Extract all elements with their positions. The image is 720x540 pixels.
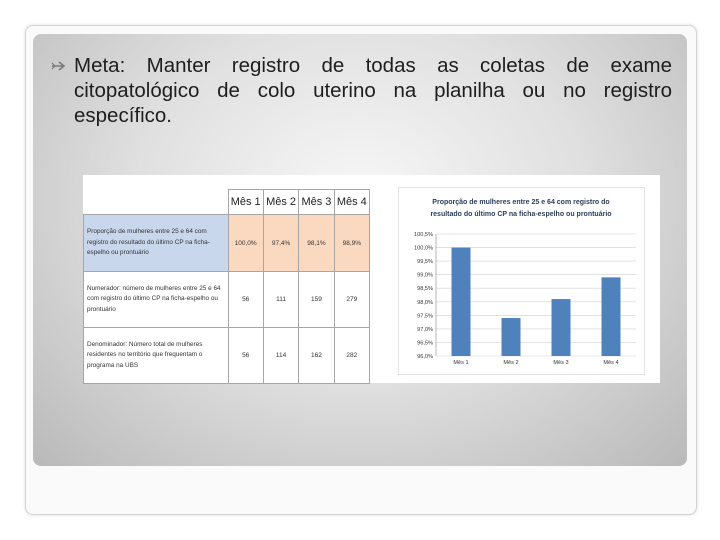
table-cell: 159 (299, 272, 334, 328)
y-tick-label: 100,5% (414, 232, 433, 238)
y-tick-label: 98,0% (417, 299, 433, 306)
x-tick-label: Mês 3 (553, 360, 569, 366)
x-tick-label: Mês 4 (603, 360, 619, 366)
table-row (84, 328, 370, 384)
data-table (83, 189, 370, 384)
table-row-label: Numerador: número de mulheres entre 25 e 64 com registro do último CP na ficha-espelho ou prontuário (84, 272, 229, 328)
table-cell: 56 (228, 272, 263, 328)
table-row-label: Proporção de mulheres entre 25 e 64 com registro do resultado do último CP na ficha-espelho ou prontuário (84, 215, 229, 272)
y-tick-label: 100,0% (414, 245, 433, 252)
bullet-text-wrap (74, 53, 672, 128)
table-header-cell: Mês 4 (334, 190, 369, 215)
table-cell: 114 (263, 328, 298, 384)
table-header-row (84, 190, 370, 215)
bullet-text: Manter registro de todas as coletas de exame citopatológico de colo uterino na planilha ou no registro específico. (74, 54, 672, 127)
table-cell: 97,4% (263, 215, 298, 272)
table-cell: 56 (228, 328, 263, 384)
y-tick-label: 96,5% (417, 340, 433, 347)
y-tick-label: 99,0% (417, 272, 433, 279)
x-tick-label: Mês 1 (453, 360, 469, 366)
table-row (84, 215, 370, 272)
chart-title-line-2: resultado do último CP na ficha-espelho ou prontuário (430, 211, 612, 218)
chart-bar (452, 248, 471, 356)
table-cell: 162 (299, 328, 334, 384)
chart-bar (502, 318, 521, 356)
x-tick-label: Mês 2 (503, 360, 519, 366)
y-tick-label: 99,5% (417, 259, 433, 266)
table-row-label: Denominador: Número total de mulheres residentes no território que frequentam o programa na UBS (84, 328, 229, 384)
y-tick-label: 96,0% (417, 354, 433, 360)
y-tick-label: 97,0% (417, 326, 433, 333)
chart-bar (552, 299, 571, 356)
bullet-label: Meta: (74, 54, 126, 77)
bar-chart (398, 187, 645, 375)
table-cell: 279 (334, 272, 369, 328)
table-header-cell: Mês 3 (299, 190, 334, 215)
table-header-empty (84, 190, 229, 215)
y-tick-label: 97,5% (417, 313, 433, 320)
chart-title-line-1: Proporção de mulheres entre 25 e 64 com registro do (432, 199, 610, 206)
table-row (84, 272, 370, 328)
table-cell: 98,1% (299, 215, 334, 272)
table-header-cell: Mês 1 (228, 190, 263, 215)
bullet-paragraph (52, 53, 672, 128)
table-cell: 98,9% (334, 215, 369, 272)
embedded-figure (83, 175, 660, 383)
table-cell: 100,0% (228, 215, 263, 272)
chart-bar (602, 277, 621, 356)
y-tick-label: 98,5% (417, 286, 433, 293)
table-cell: 111 (263, 272, 298, 328)
table-header-cell: Mês 2 (263, 190, 298, 215)
bullet-arrow-icon (51, 61, 69, 71)
table-cell: 282 (334, 328, 369, 384)
